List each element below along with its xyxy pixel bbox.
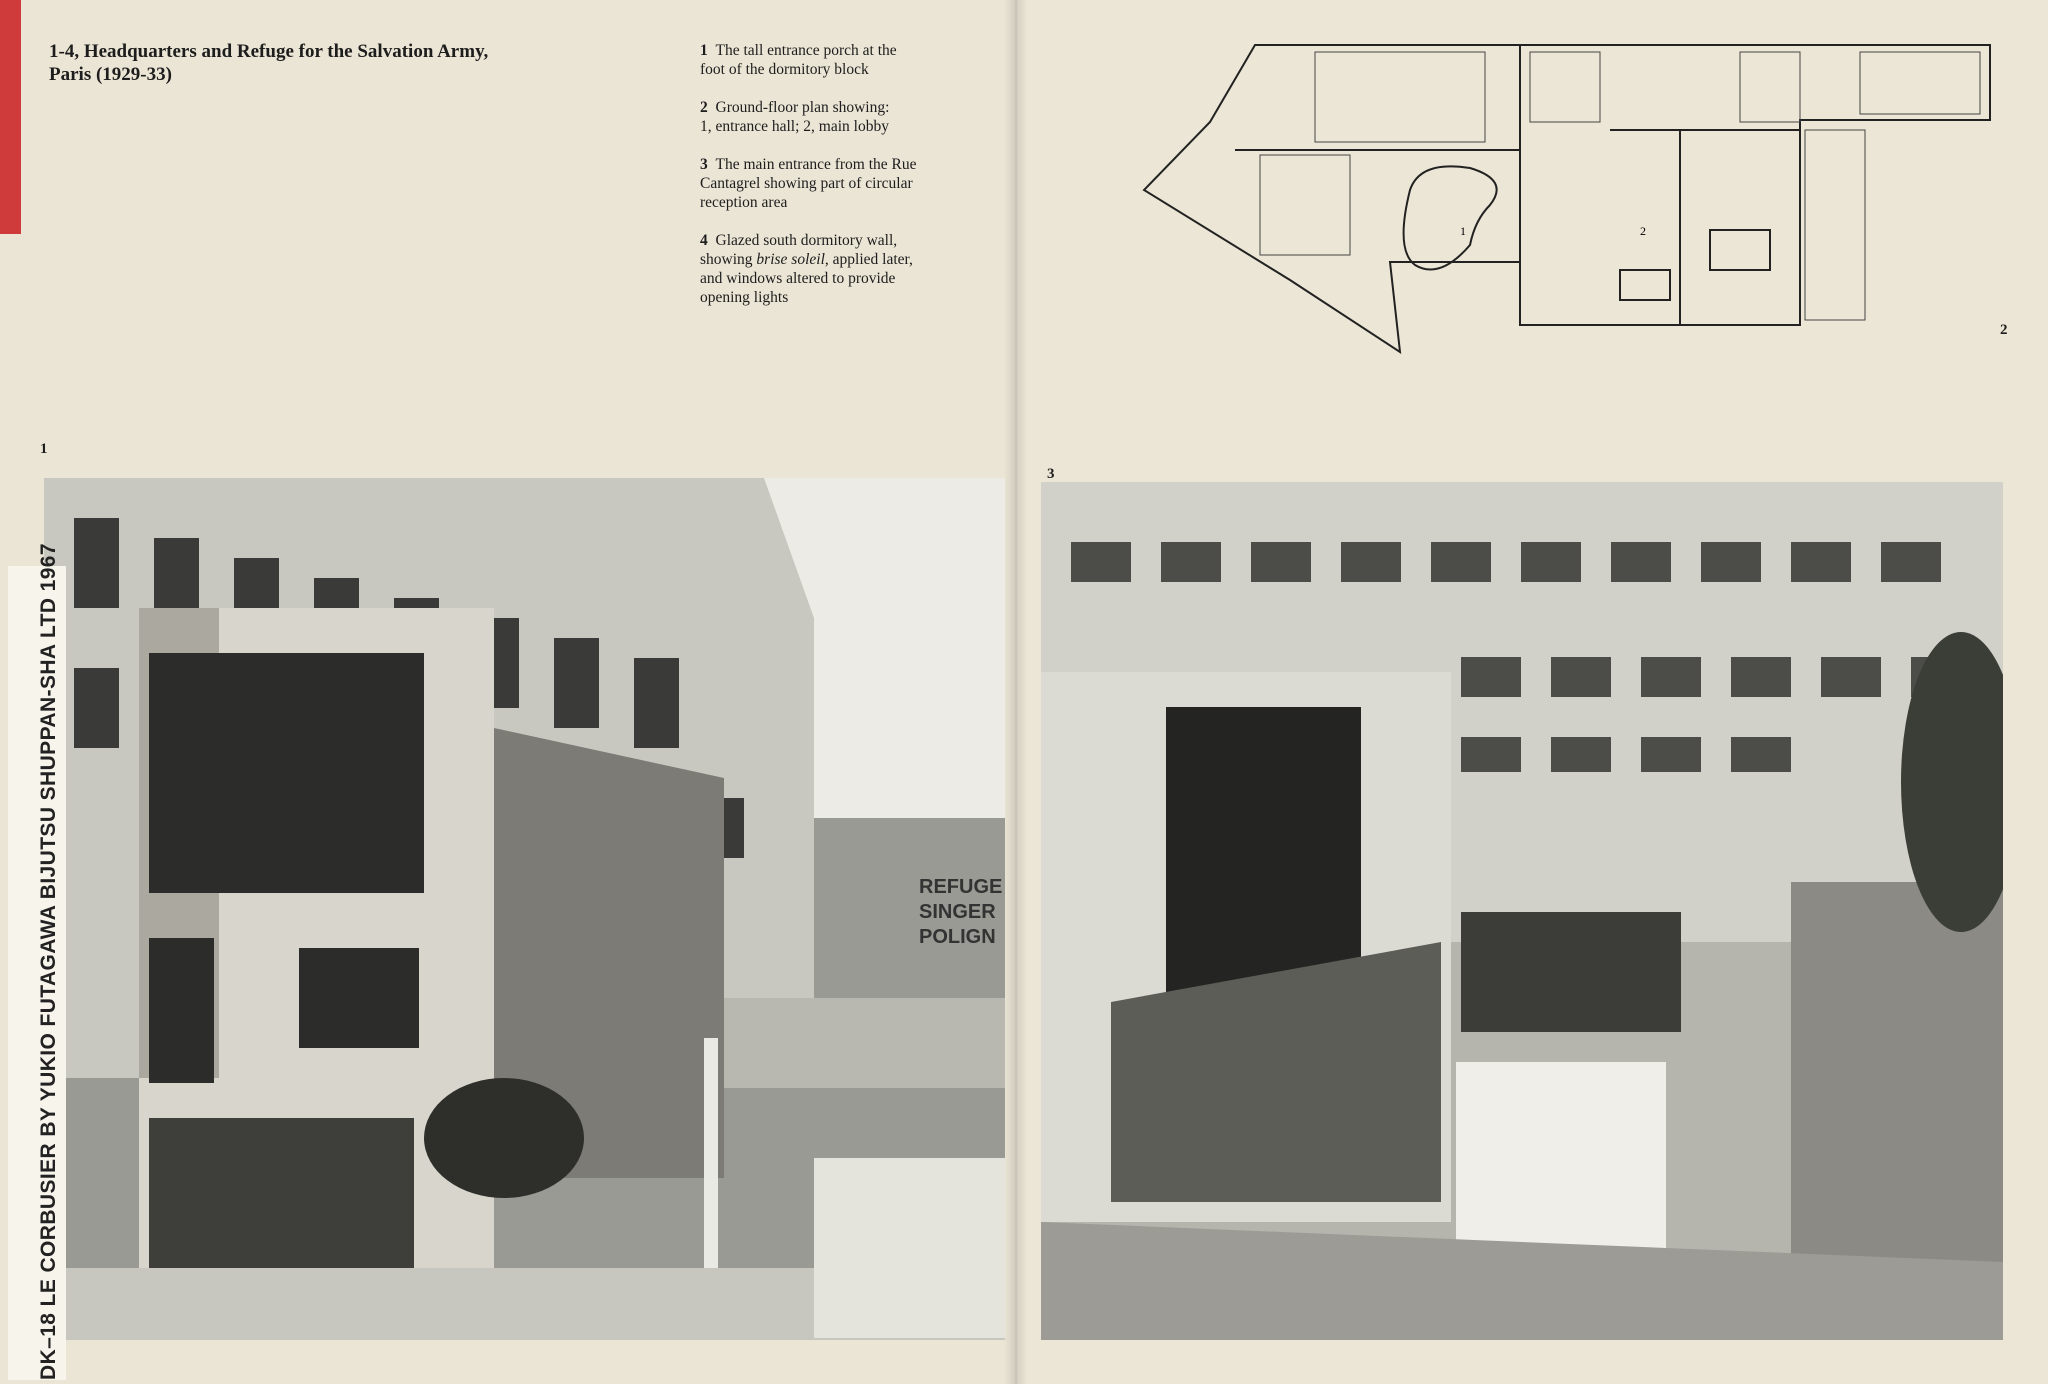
spine-credit: DK–18 LE CORBUSIER BY YUKIO FUTAGAWA BIJUTSU SHUPPAN-SHA LTD 1967 bbox=[37, 543, 60, 1380]
figure-1-label: 1 bbox=[40, 441, 48, 457]
caption-3 bbox=[700, 155, 1000, 212]
caption-3-number: 3 bbox=[700, 156, 708, 173]
photo-main-entrance bbox=[1041, 482, 2003, 1340]
plan-room-1-label: 1 bbox=[1460, 224, 1466, 238]
book-gutter bbox=[1004, 0, 1028, 1384]
caption-2-line-2: 1, entrance hall; 2, main lobby bbox=[700, 118, 889, 135]
caption-4-italic-term: brise soleil bbox=[756, 251, 825, 268]
caption-3-line-3: reception area bbox=[700, 194, 788, 211]
title-line-2: Paris (1929-33) bbox=[49, 64, 172, 85]
caption-4-line-3: and windows altered to provide bbox=[700, 270, 896, 287]
caption-4-line-4: opening lights bbox=[700, 289, 789, 306]
refuge-sign-line-2: SINGER bbox=[919, 901, 996, 923]
caption-2 bbox=[700, 98, 1000, 136]
caption-list bbox=[700, 41, 1000, 326]
figure-2-label: 2 bbox=[2000, 322, 2008, 338]
refuge-sign-line-3: POLIGN bbox=[919, 926, 996, 948]
refuge-sign-line-1: REFUGE bbox=[919, 876, 1003, 898]
caption-1-line-2: foot of the dormitory block bbox=[700, 61, 869, 78]
caption-4 bbox=[700, 231, 1000, 307]
caption-4-line-1: Glazed south dormitory wall, bbox=[715, 232, 898, 249]
caption-2-line-1: Ground-floor plan showing: bbox=[715, 99, 890, 116]
caption-1 bbox=[700, 41, 1000, 79]
figure-3-label: 3 bbox=[1047, 466, 1055, 482]
page-title bbox=[49, 40, 569, 86]
caption-2-number: 2 bbox=[700, 99, 708, 116]
title-line-1: 1-4, Headquarters and Refuge for the Salvation Army, bbox=[49, 41, 489, 62]
photo-entrance-porch bbox=[44, 478, 1005, 1340]
ground-floor-plan bbox=[1140, 40, 2000, 360]
red-tab-marker bbox=[0, 0, 21, 234]
caption-4-number: 4 bbox=[700, 232, 708, 249]
caption-4-line-2-end: , applied later, bbox=[824, 251, 913, 268]
caption-1-number: 1 bbox=[700, 42, 708, 59]
plan-room-2-label: 2 bbox=[1640, 224, 1646, 238]
caption-3-line-2: Cantagrel showing part of circular bbox=[700, 175, 913, 192]
caption-4-line-2-start: showing bbox=[700, 251, 757, 268]
caption-1-line-1: The tall entrance porch at the bbox=[715, 42, 897, 59]
caption-3-line-1: The main entrance from the Rue bbox=[715, 156, 917, 173]
